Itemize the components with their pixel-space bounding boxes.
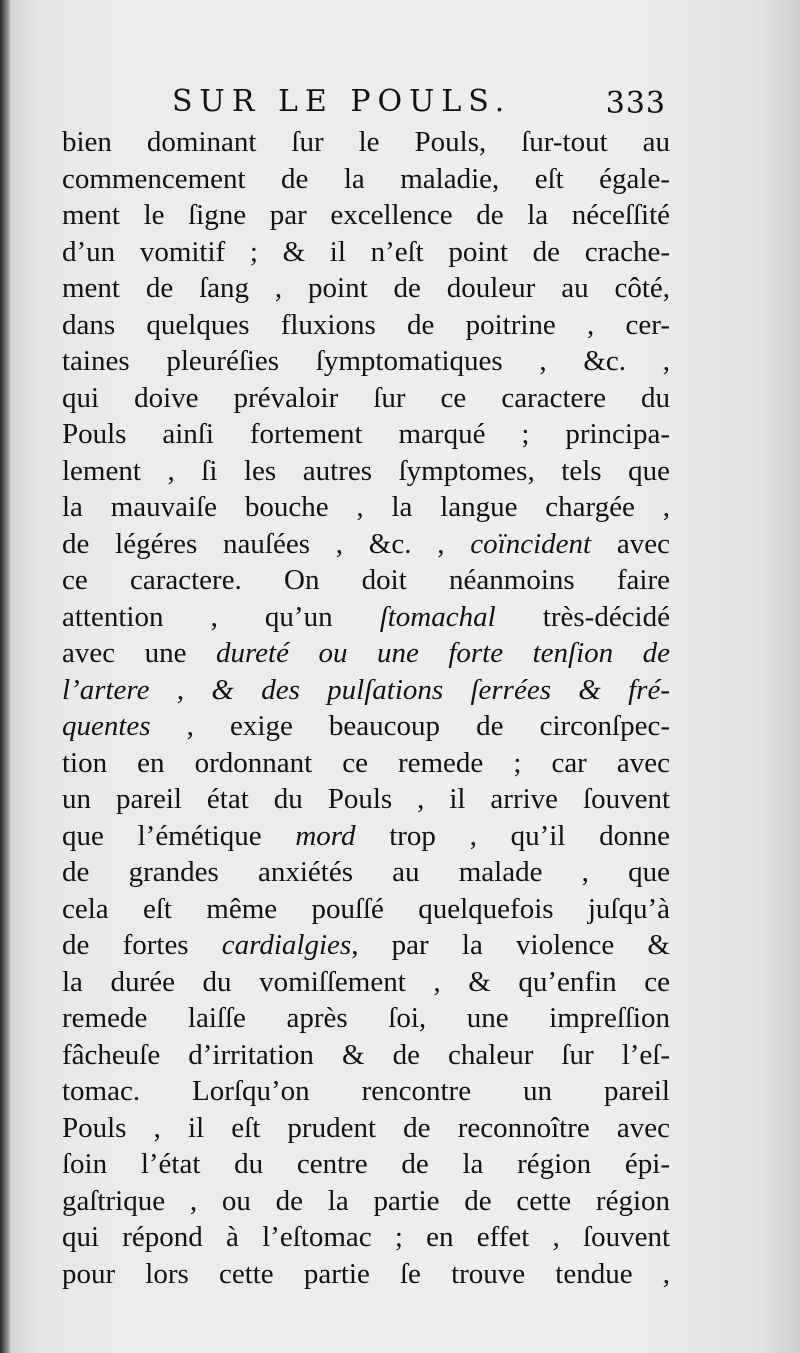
- text-line: la durée du vomiſſement , & qu’enfin ce: [62, 965, 670, 998]
- text-line: la mauvaiſe bouche , la langue chargée ,: [62, 491, 670, 523]
- text-line: de fortes cardialgies, par la violence &: [62, 929, 670, 961]
- text-line: remede laiſſe après ſoi, une impreſſion: [62, 1002, 670, 1034]
- text-line: qui répond à l’eſtomac ; en effet , ſouvent: [62, 1221, 670, 1253]
- text-line: dans quelques fluxions de poitrine , cer-: [62, 308, 670, 341]
- text-line: de grandes anxiétés au malade , que: [62, 856, 670, 888]
- text-line: d’un vomitif ; & il n’eſt point de crache-: [62, 235, 670, 268]
- italic-phrase: l’artere , & des pulſations ſerrées & fré-: [62, 673, 670, 706]
- italic-phrase: dureté ou une forte tenſion de: [215, 637, 670, 669]
- text-line: ment le ſigne par excellence de la néceſſité: [62, 199, 670, 231]
- italic-term: ſtomachal: [379, 600, 496, 633]
- text-line: attention , qu’un ſtomachal très-décidé: [62, 600, 670, 633]
- text-line: ce caractere. On doit néanmoins faire: [62, 564, 670, 596]
- page-gutter-shadow: [0, 0, 10, 1353]
- text-line: ment de ſang , point de douleur au côté,: [62, 272, 670, 304]
- text-line: un pareil état du Pouls , il arrive ſouvent: [62, 783, 670, 815]
- text-line: tion en ordonnant ce remede ; car avec: [62, 746, 670, 779]
- italic-term: mord: [295, 819, 356, 852]
- text-line: lement , ſi les autres ſymptomes, tels que: [62, 454, 670, 487]
- text-line: Pouls , il eſt prudent de reconnoître avec: [62, 1111, 670, 1144]
- text-line: fâcheuſe d’irritation & de chaleur ſur l’eſ-: [62, 1038, 670, 1071]
- text-line: [62, 672, 670, 709]
- text-line: pour lors cette partie ſe trouve tendue ,: [62, 1257, 670, 1290]
- text-line: cela eſt même pouſſé quelquefois juſqu’à: [62, 892, 670, 925]
- text-line: Pouls ainſi fortement marqué ; principa-: [62, 418, 670, 450]
- text-line: gaſtrique , ou de la partie de cette région: [62, 1184, 670, 1217]
- text-line: de légéres nauſées , &c. , coïncident avec: [62, 527, 670, 560]
- text-line: que l’émétique mord trop , qu’il donne: [62, 819, 670, 852]
- text-line: taines pleuréſies ſymptomatiques , &c. ,: [62, 345, 670, 377]
- text-line: qui doive prévaloir ſur ce caractere du: [62, 381, 670, 414]
- page-header: [62, 78, 670, 122]
- text-line: ſoin l’état du centre de la région épi-: [62, 1148, 670, 1180]
- italic-term: coïncident: [470, 527, 592, 560]
- italic-phrase: quentes: [62, 710, 151, 742]
- text-line: bien dominant ſur le Pouls, ſur-tout au: [62, 126, 670, 158]
- italic-term: cardialgies: [221, 929, 352, 961]
- text-line: quentes , exige beaucoup de circonſpec-: [62, 710, 670, 742]
- running-head: SUR LE POULS.: [172, 84, 512, 119]
- page-number: 333: [605, 86, 666, 121]
- text-line: avec une dureté ou une forte tenſion de: [62, 637, 670, 669]
- text-line: commencement de la maladie, eſt égale-: [62, 162, 670, 195]
- text-line: tomac. Lorſqu’on rencontre un pareil: [62, 1075, 670, 1107]
- body-text: [62, 124, 670, 1292]
